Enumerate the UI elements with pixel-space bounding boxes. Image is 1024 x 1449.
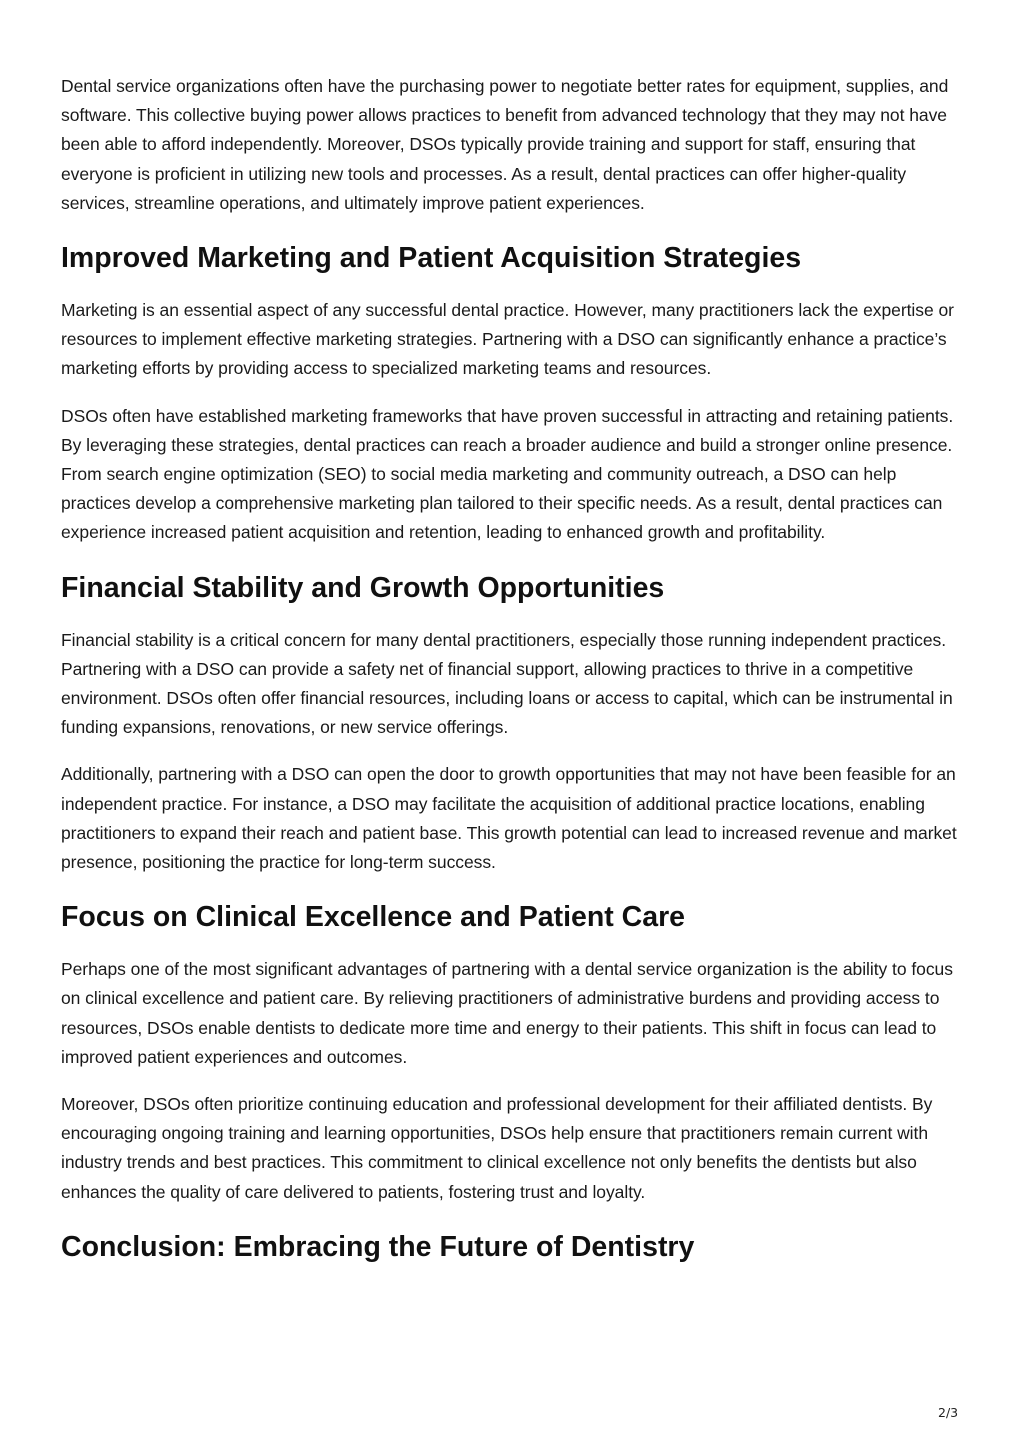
intro-paragraph: Dental service organizations often have the purchasing power to negotiate better rates for equipment, supplies, and software. This collective buying power allows practices to benefit from advanced technology that they may not have been able to afford independently. Moreover, DSOs typically provide training and support for staff, ensuring that everyone is proficient in utilizing new tools and processes. As a result, dental practices can offer higher-quality services, streamline operations, and ultimately improve patient experiences. — [61, 76, 949, 213]
paragraph: Additionally, partnering with a DSO can open the door to growth opportunities that may not have been feasible for an independent practice. For instance, a DSO may facilitate the acquisition of additional practice locations, enabling practitioners to expand their reach and patient base. This growth potential can lead to increased revenue and market presence, positioning the practice for long-term success. — [61, 764, 957, 873]
paragraph: Marketing is an essential aspect of any successful dental practice. However, many practitioners lack the expertise or resources to implement effective marketing strategies. Partnering with a DSO can significantly enhance a practice’s marketing efforts by providing access to specialized marketing teams and resources. — [61, 300, 954, 379]
section-heading-financial: Financial Stability and Growth Opportunities — [61, 571, 665, 604]
paragraph: DSOs often have established marketing frameworks that have proven successful in attracting and retaining patients. By leveraging these strategies, dental practices can reach a broader audience and build a stronger online presence. From search engine optimization (SEO) to social media marketing and community outreach, a DSO can help practices develop a comprehensive marketing plan tailored to their specific needs. As a result, dental practices can experience increased patient acquisition and retention, leading to enhanced growth and profitability. — [61, 405, 954, 543]
section-heading-clinical: Focus on Clinical Excellence and Patient Care — [61, 901, 686, 934]
section-heading-conclusion: Conclusion: Embracing the Future of Dentistry — [61, 1230, 695, 1263]
document-body — [61, 72, 966, 1264]
section-heading-marketing: Improved Marketing and Patient Acquisition Strategies — [61, 242, 802, 275]
paragraph: Financial stability is a critical concern for many dental practitioners, especially those running independent practices. Partnering with a DSO can provide a safety net of financial support, allowing practices to thrive in a competitive environment. DSOs often offer financial resources, including loans or access to capital, which can be instrumental in funding expansions, renovations, or new service offerings. — [61, 629, 953, 738]
paragraph: Perhaps one of the most significant advantages of partnering with a dental service organization is the ability to focus on clinical excellence and patient care. By relieving practitioners of administrative burdens and providing access to resources, DSOs enable dentists to dedicate more time and energy to their patients. This shift in focus can lead to improved patient experiences and outcomes. — [61, 959, 953, 1067]
paragraph: Moreover, DSOs often prioritize continuing education and professional development for their affiliated dentists. By encouraging ongoing training and learning opportunities, DSOs help ensure that practitioners remain current with industry trends and best practices. This commitment to clinical excellence not only benefits the dentists but also enhances the quality of care delivered to patients, fostering trust and loyalty. — [61, 1094, 933, 1202]
page-number: 2/3 — [938, 1405, 959, 1420]
